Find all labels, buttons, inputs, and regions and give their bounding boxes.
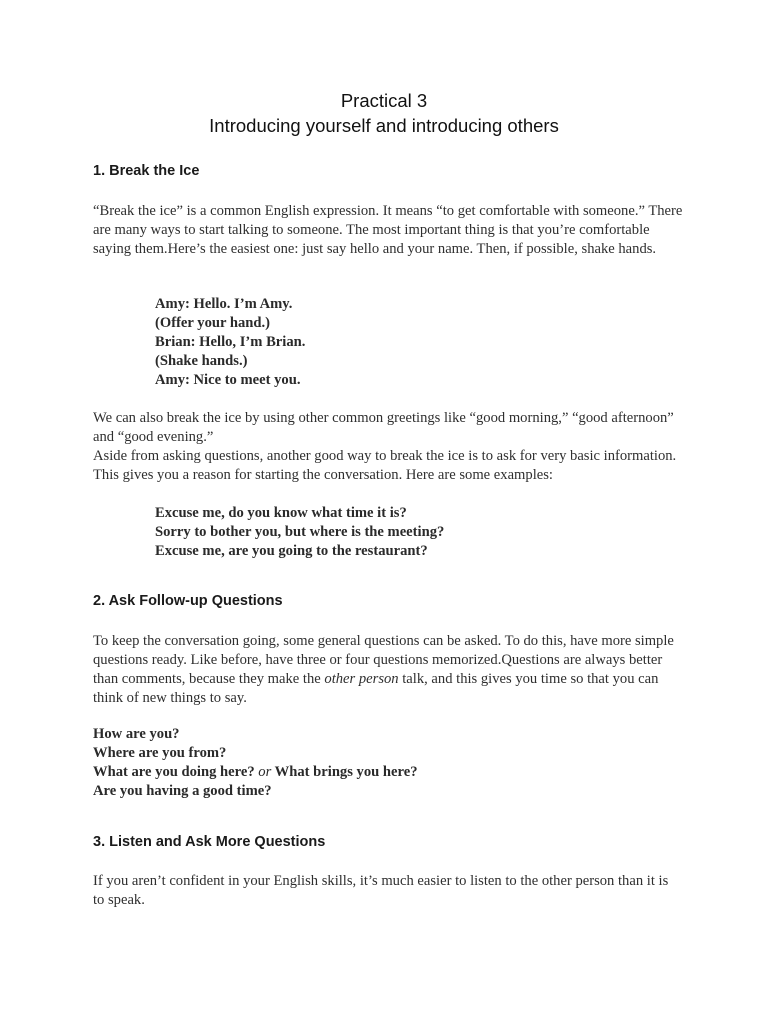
question-text: What brings you here? (274, 764, 418, 780)
title-line-1: Practical 3 (340, 90, 428, 111)
dialog-line: Amy: Nice to meet you. (155, 372, 301, 388)
example-line: Excuse me, are you going to the restaurant? (155, 543, 428, 559)
question-line: Are you having a good time? (93, 783, 272, 799)
question-line (93, 763, 418, 782)
asking-paragraph: Aside from asking questions, another good way to break the ice is to ask for very basic information. This gives you a reason for starting the conversation. Here are some examples: (93, 448, 677, 483)
document-title (0, 88, 768, 138)
example-questions (155, 504, 444, 561)
section-1-intro-paragraph: “Break the ice” is a common English expression. It means “to get comfortable with someone.” There are many ways to start talking to someone. The most important thing is that you’re comfortable saying them.Here’s the easiest one: just say hello and your name. Then, if possible, shake hands. (93, 203, 683, 257)
dialog-line: Amy: Hello. I’m Amy. (155, 296, 293, 312)
question-line: How are you? (93, 726, 180, 742)
section-2-paragraph (93, 632, 683, 708)
greetings-paragraph: We can also break the ice by using other common greetings like “good morning,” “good afternoon” and “good evening.” (93, 410, 674, 445)
dialog-line: (Offer your hand.) (155, 315, 270, 331)
dialog-example (155, 295, 305, 390)
dialog-line: Brian: Hello, I’m Brian. (155, 334, 306, 350)
example-line: Sorry to bother you, but where is the meeting? (155, 524, 445, 540)
follow-up-questions-list (93, 725, 418, 801)
section-heading-break-the-ice: 1. Break the Ice (93, 163, 200, 179)
paragraph-text: talk, and this gives you time so that you can think of new things to say. (93, 671, 659, 706)
dialog-line: (Shake hands.) (155, 353, 248, 369)
section-heading-follow-up-questions: 2. Ask Follow-up Questions (93, 593, 283, 609)
section-heading-listen-and-ask: 3. Listen and Ask More Questions (93, 834, 326, 850)
paragraph-text: To keep the conversation going, some general questions can be asked. To do this, have more simple questions ready. Like before, have three or four questions memorized.Questions are always better than comments, because they make the (93, 633, 674, 687)
section-3-paragraph: If you aren’t confident in your English skills, it’s much easier to listen to the other person than it is to speak. (93, 873, 669, 908)
example-line: Excuse me, do you know what time it is? (155, 505, 407, 521)
question-line: Where are you from? (93, 745, 227, 761)
or-word: or (258, 764, 272, 780)
emphasis-text: other person (324, 671, 399, 687)
title-line-2: Introducing yourself and introducing others (209, 115, 559, 136)
question-text: What are you doing here? (93, 764, 255, 780)
